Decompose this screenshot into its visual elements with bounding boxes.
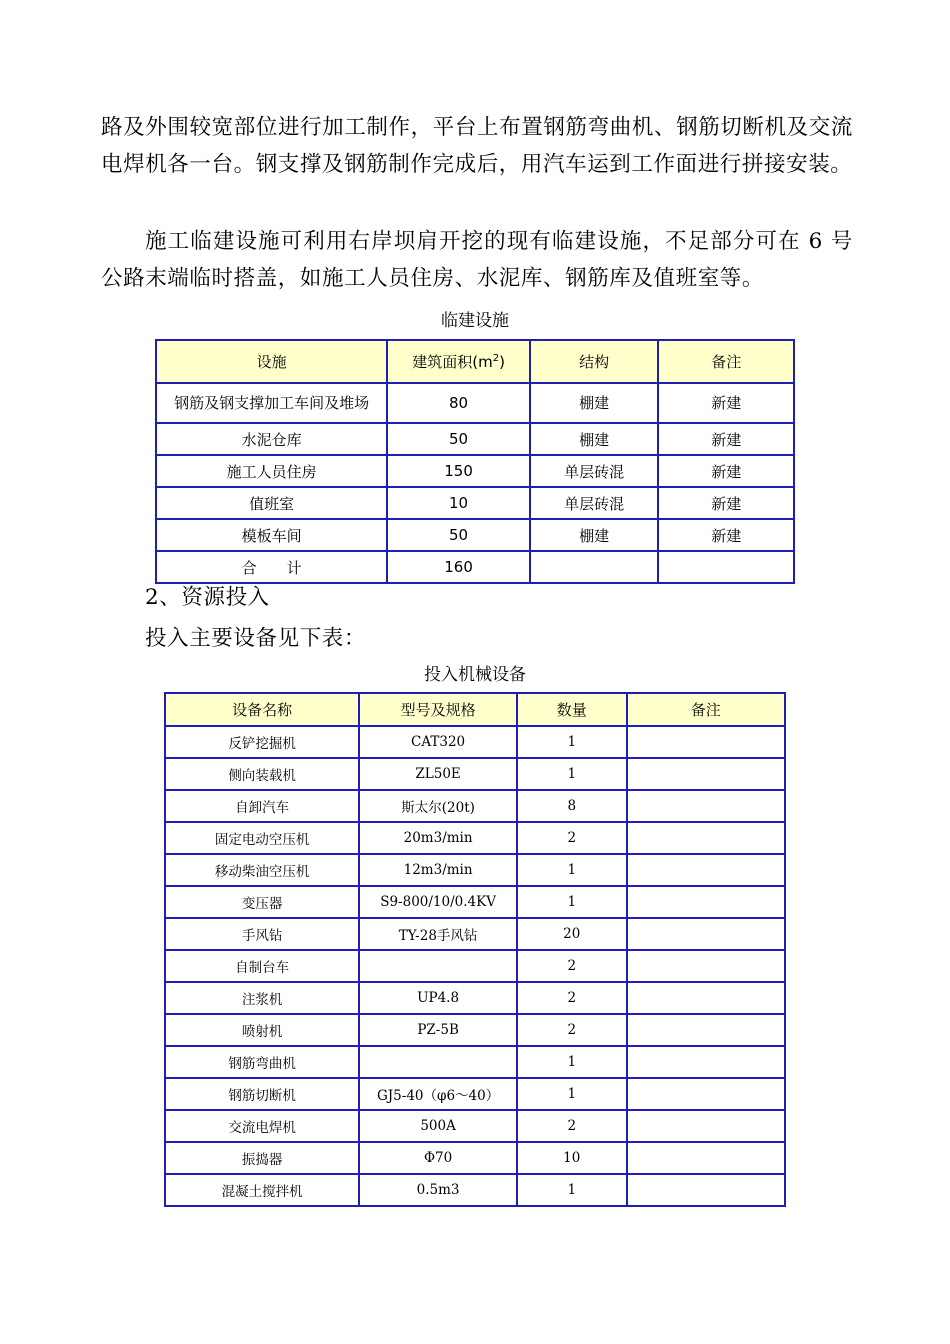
table-cell: UP4.8: [359, 982, 517, 1014]
table-cell: 10: [517, 1142, 627, 1174]
table-cell: GJ5-40（φ6～40）: [359, 1078, 517, 1110]
table-total-row: [156, 551, 794, 583]
table-cell: [627, 1014, 785, 1046]
table-row: [156, 455, 794, 487]
table-cell: 50: [387, 423, 530, 455]
table-cell: 移动柴油空压机: [165, 854, 359, 886]
table-cell: 0.5m3: [359, 1174, 517, 1206]
table-cell: 2: [517, 950, 627, 982]
body-paragraph-1: 路及外围较宽部位进行加工制作，平台上布置钢筋弯曲机、钢筋切断机及交流电焊机各一台。钢支撑及钢筋制作完成后，用汽车运到工作面进行拼接安装。: [101, 115, 853, 177]
table-row: [165, 790, 785, 822]
table-cell: 20: [517, 918, 627, 950]
table-cell: 注浆机: [165, 982, 359, 1014]
table-cell: 新建: [658, 423, 794, 455]
table-cell: 模板车间: [156, 519, 387, 551]
table-cell: [359, 1046, 517, 1078]
header-cell: 型号及规格: [359, 693, 517, 726]
table-row: [156, 383, 794, 423]
table-cell: 钢筋切断机: [165, 1078, 359, 1110]
table-cell: [627, 822, 785, 854]
table-cell: [627, 1142, 785, 1174]
table-cell: 棚建: [530, 383, 659, 423]
table-row: [165, 1142, 785, 1174]
table2-caption: 投入机械设备: [424, 665, 526, 685]
table-cell: 棚建: [530, 519, 659, 551]
table-cell: 160: [387, 551, 530, 583]
table-cell: 反铲挖掘机: [165, 726, 359, 758]
table-cell: [658, 551, 794, 583]
table-row: [165, 1110, 785, 1142]
table-cell: 自制台车: [165, 950, 359, 982]
table-cell: 新建: [658, 383, 794, 423]
table-cell: [627, 1174, 785, 1206]
table-cell: Φ70: [359, 1142, 517, 1174]
section-intro: 投入主要设备见下表：: [145, 626, 367, 651]
table-cell: 80: [387, 383, 530, 423]
table-cell: ZL50E: [359, 758, 517, 790]
table-cell: [627, 854, 785, 886]
table-row: [165, 854, 785, 886]
equipment-table: [164, 692, 786, 1207]
table-cell: 钢筋及钢支撑加工车间及堆场: [156, 383, 387, 423]
table-cell: 单层砖混: [530, 487, 659, 519]
table-cell: 手风钻: [165, 918, 359, 950]
table-cell: 1: [517, 854, 627, 886]
header-area-superscript: 2: [492, 353, 500, 364]
table-cell: [627, 886, 785, 918]
table-row: [165, 822, 785, 854]
table-cell: 2: [517, 1014, 627, 1046]
table-cell: [627, 982, 785, 1014]
table-cell: 50: [387, 519, 530, 551]
table-cell: [627, 1078, 785, 1110]
table-row: [165, 886, 785, 918]
table-cell: 20m3/min: [359, 822, 517, 854]
table-cell: 侧向装载机: [165, 758, 359, 790]
table-cell: S9-800/10/0.4KV: [359, 886, 517, 918]
table-cell: 振捣器: [165, 1142, 359, 1174]
table-cell: [359, 950, 517, 982]
table-cell: 单层砖混: [530, 455, 659, 487]
table-header-row: [156, 340, 794, 383]
table-cell: 1: [517, 758, 627, 790]
table-cell: [627, 790, 785, 822]
table-row: [165, 950, 785, 982]
header-cell: 设备名称: [165, 693, 359, 726]
table-cell: 1: [517, 886, 627, 918]
table-row: [165, 1078, 785, 1110]
table-row: [156, 487, 794, 519]
table-cell: 合 计: [156, 551, 387, 583]
table-cell: 混凝土搅拌机: [165, 1174, 359, 1206]
header-cell: 设施: [156, 340, 387, 383]
table-cell: 固定电动空压机: [165, 822, 359, 854]
table-cell: 新建: [658, 519, 794, 551]
temporary-facilities-table: [155, 339, 795, 584]
table-cell: PZ-5B: [359, 1014, 517, 1046]
table1-caption: 临建设施: [441, 311, 509, 331]
table-cell: 1: [517, 1174, 627, 1206]
table-cell: TY-28手风钻: [359, 918, 517, 950]
header-cell-area: [387, 340, 530, 383]
body-paragraph-2: 施工临建设施可利用右岸坝肩开挖的现有临建设施，不足部分可在 6 号公路末端临时搭盖，如施工人员住房、水泥库、钢筋库及值班室等。: [101, 229, 853, 291]
table-cell: 自卸汽车: [165, 790, 359, 822]
table-cell: 交流电焊机: [165, 1110, 359, 1142]
table-header-row: [165, 693, 785, 726]
table-cell: 8: [517, 790, 627, 822]
table-row: [165, 726, 785, 758]
table-row: [165, 1046, 785, 1078]
table-cell: 钢筋弯曲机: [165, 1046, 359, 1078]
table-cell: 500A: [359, 1110, 517, 1142]
table-row: [165, 758, 785, 790]
table-cell: 新建: [658, 455, 794, 487]
table-row: [156, 519, 794, 551]
table-row: [165, 982, 785, 1014]
table-cell: 斯太尔(20t): [359, 790, 517, 822]
table-cell: 2: [517, 822, 627, 854]
header-cell: 数量: [517, 693, 627, 726]
table-cell: 施工人员住房: [156, 455, 387, 487]
header-cell: 备注: [658, 340, 794, 383]
table-cell: 变压器: [165, 886, 359, 918]
table-cell: 2: [517, 1110, 627, 1142]
table-cell: 2: [517, 982, 627, 1014]
table-row: [165, 1174, 785, 1206]
table-cell: 150: [387, 455, 530, 487]
header-area-close: ): [499, 353, 505, 371]
table-cell: 新建: [658, 487, 794, 519]
table-row: [165, 918, 785, 950]
section-heading: 2、资源投入: [145, 585, 270, 610]
header-area-text: 建筑面积(m: [412, 353, 493, 371]
table-cell: CAT320: [359, 726, 517, 758]
table-cell: [627, 758, 785, 790]
table-cell: 1: [517, 1046, 627, 1078]
table-cell: 10: [387, 487, 530, 519]
header-cell: 备注: [627, 693, 785, 726]
table-cell: 棚建: [530, 423, 659, 455]
table-cell: 1: [517, 726, 627, 758]
table-cell: 水泥仓库: [156, 423, 387, 455]
header-cell: 结构: [530, 340, 659, 383]
table-row: [165, 1014, 785, 1046]
table-row: [156, 423, 794, 455]
table-cell: [627, 726, 785, 758]
table-cell: 喷射机: [165, 1014, 359, 1046]
table-cell: [627, 918, 785, 950]
table-cell: [627, 1046, 785, 1078]
table-cell: 值班室: [156, 487, 387, 519]
table-cell: [627, 950, 785, 982]
table-cell: 12m3/min: [359, 854, 517, 886]
table-cell: 1: [517, 1078, 627, 1110]
table-cell: [530, 551, 659, 583]
table-cell: [627, 1110, 785, 1142]
